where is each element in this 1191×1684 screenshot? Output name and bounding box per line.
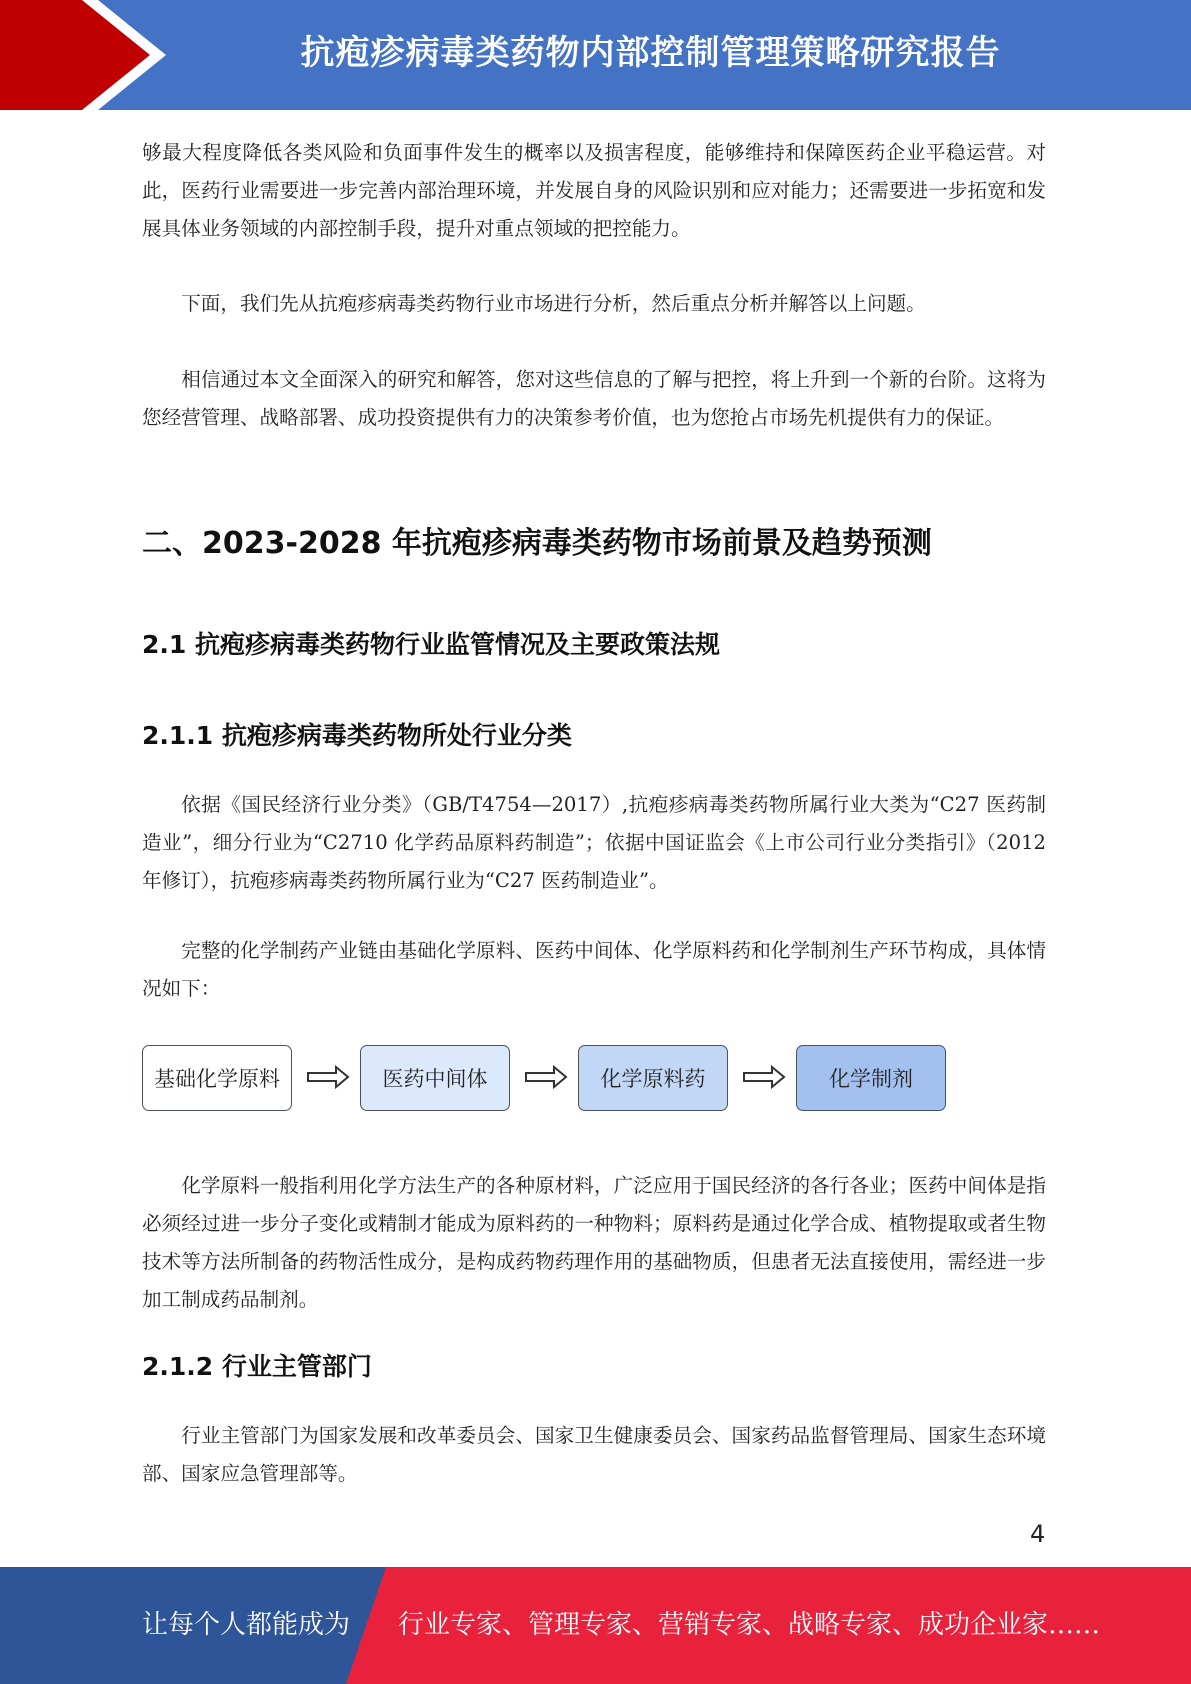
right-arrow-icon [306, 1065, 350, 1089]
paragraph-analysis-plan: 下面，我们先从抗疱疹病毒类药物行业市场进行分析，然后重点分析并解答以上问题。 [181, 292, 926, 315]
subsection-heading-2-1-2: 2.1.2 行业主管部门 [142, 1352, 372, 1381]
right-arrow-icon [524, 1065, 568, 1089]
chain-step-preparations: 化学制剂 [796, 1045, 946, 1111]
paragraph-value-statement: 相信通过本文全面深入的研究和解答，您对这些信息的了解与把控，将上升到一个新的台阶。这将为您经营管理、战略部署、成功投资提供有力的决策参考价值，也为您抢占市场先机提供有力的保证。 [142, 368, 1046, 429]
subsection-heading-2-1: 2.1 抗疱疹病毒类药物行业监管情况及主要政策法规 [142, 630, 720, 659]
header-band [0, 0, 1191, 110]
chain-step-basic-chemicals: 基础化学原料 [142, 1045, 292, 1111]
footer-slogan-left: 让每个人都能成为 [142, 1610, 351, 1640]
chain-step-api: 化学原料药 [578, 1045, 728, 1111]
section-heading-2: 二、2023-2028 年抗疱疹病毒类药物市场前景及趋势预测 [142, 526, 932, 561]
page-number: 4 [1030, 1520, 1046, 1548]
paragraph-industry-classification: 依据《国民经济行业分类》（GB/T4754—2017）,抗疱疹病毒类药物所属行业大类为“C27 医药制造业”，细分行业为“C2710 化学药品原料药制造”；依据中国证监会《上市公司行业分类指引》（2012 年修订），抗疱疹病毒类药物所属行业为“C27 医药制造业”。 [142, 793, 1046, 892]
right-arrow-icon [742, 1065, 786, 1089]
footer-band [0, 1567, 1191, 1684]
subsection-heading-2-1-1: 2.1.1 抗疱疹病毒类药物所处行业分类 [142, 721, 572, 750]
paragraph-chain-explanation: 化学原料一般指利用化学方法生产的各种原材料，广泛应用于国民经济的各行各业；医药中间体是指必须经过进一步分子变化或精制才能成为原料药的一种物料；原料药是通过化学合成、植物提取或者生物技术等方法所制备的药物活性成分，是构成药物药理作用的基础物质，但患者无法直接使用，需经进一步加工制成药品制剂。 [142, 1174, 1046, 1311]
paragraph-regulators: 行业主管部门为国家发展和改革委员会、国家卫生健康委员会、国家药品监督管理局、国家生态环境部、国家应急管理部等。 [142, 1424, 1046, 1485]
report-title: 抗疱疹病毒类药物内部控制管理策略研究报告 [300, 33, 1001, 73]
paragraph-intro-continued: 够最大程度降低各类风险和负面事件发生的概率以及损害程度，能够维持和保障医药企业平稳运营。对此，医药行业需要进一步完善内部治理环境，并发展自身的风险识别和应对能力；还需要进一步拓宽和发展具体业务领域的内部控制手段，提升对重点领域的把控能力。 [142, 141, 1046, 240]
paragraph-chain-intro: 完整的化学制药产业链由基础化学原料、医药中间体、化学原料药和化学制剂生产环节构成，具体情况如下： [142, 939, 1046, 1000]
chain-step-intermediates: 医药中间体 [360, 1045, 510, 1111]
footer-slogan-right: 行业专家、管理专家、营销专家、战略专家、成功企业家…… [398, 1610, 1101, 1640]
industry-chain-flow [142, 1045, 942, 1113]
